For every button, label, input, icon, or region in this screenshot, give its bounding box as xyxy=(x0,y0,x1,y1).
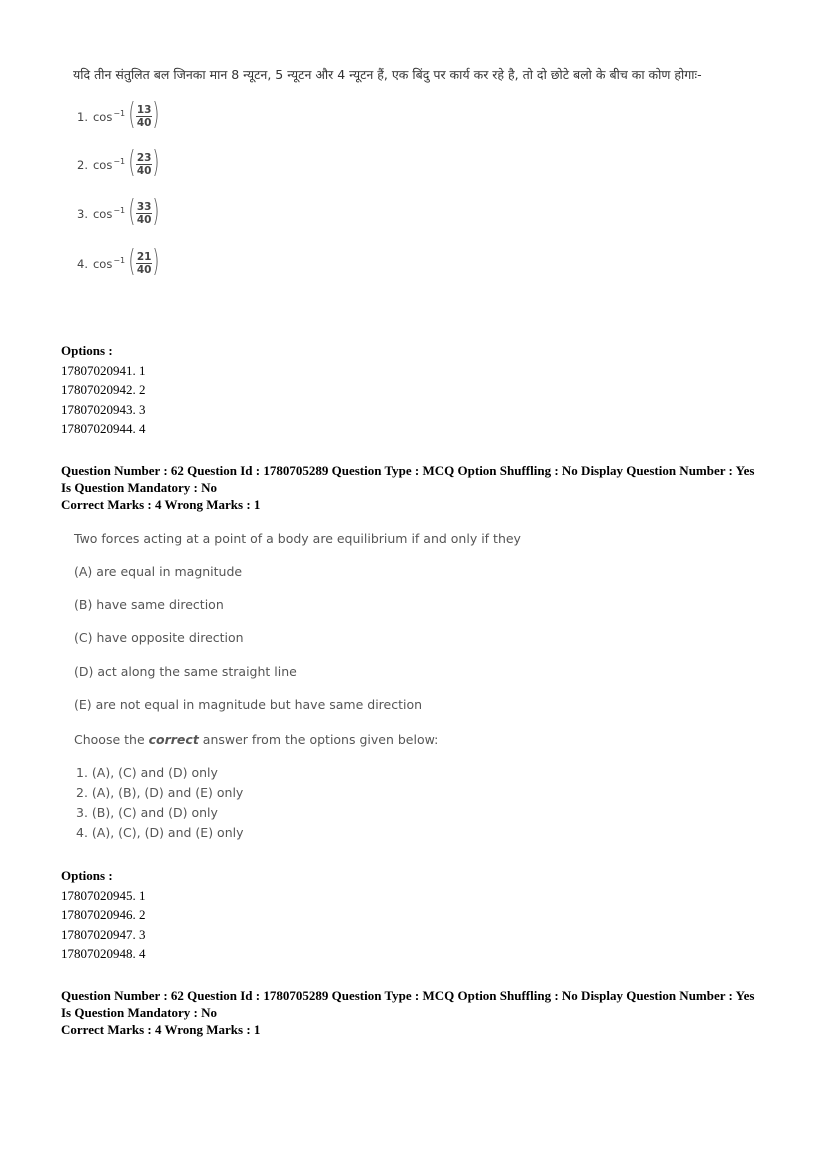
fraction-denominator: 40 xyxy=(136,117,152,129)
fraction-numerator: 13 xyxy=(136,104,152,116)
math-superscript: −1 xyxy=(113,108,126,118)
fraction-denominator: 40 xyxy=(136,165,152,177)
math-option-2 xyxy=(77,145,162,185)
math-function: cos xyxy=(92,158,113,172)
math-option-number: 2. xyxy=(77,158,88,172)
math-option-4 xyxy=(77,244,162,284)
math-superscript: −1 xyxy=(113,156,126,166)
math-option-number: 1. xyxy=(77,110,88,124)
fraction xyxy=(136,202,153,226)
fraction-denominator: 40 xyxy=(136,264,152,276)
math-option-1 xyxy=(77,97,162,137)
option-id-item: 17807020947. 3 xyxy=(61,926,146,942)
fraction xyxy=(136,105,153,129)
option-id-item: 17807020945. 1 xyxy=(61,887,146,903)
fraction-numerator: 23 xyxy=(136,152,152,164)
option-id-item: 17807020941. 1 xyxy=(61,362,146,378)
hindi-question-text: यदि तीन संतुलित बल जिनका मान 8 न्यूटन, 5 न्यूटन और 4 न्यूटन हैं, एक बिंदु पर कार्य कर रहे है, तो दो छोटे बलो के बीच का कोण होगाः- xyxy=(73,67,702,82)
question-meta-line: Question Number : 62 Question Id : 1780705289 Question Type : MCQ Option Shuffling : No Display Question Number : Yes xyxy=(61,988,755,1003)
statement-d: (D) act along the same straight line xyxy=(74,664,297,679)
statement-a: (A) are equal in magnitude xyxy=(74,564,243,579)
option-id-item: 17807020948. 4 xyxy=(61,946,146,961)
options-heading: Options : xyxy=(61,343,113,358)
right-paren: ) xyxy=(152,145,160,180)
math-superscript: −1 xyxy=(113,205,126,215)
left-paren: ( xyxy=(128,194,136,229)
math-function: cos xyxy=(92,207,113,221)
option-id-item: 17807020944. 4 xyxy=(61,421,146,436)
statement-b: (B) have same direction xyxy=(74,597,224,612)
options-block-1 xyxy=(61,341,146,439)
math-superscript: −1 xyxy=(113,255,126,265)
left-paren: ( xyxy=(128,97,136,132)
marks-line: Correct Marks : 4 Wrong Marks : 1 xyxy=(61,497,261,512)
fraction-numerator: 33 xyxy=(136,201,152,213)
left-paren: ( xyxy=(128,145,136,180)
answer-choices xyxy=(76,763,244,843)
instruction-line xyxy=(74,732,438,747)
right-paren: ) xyxy=(152,244,160,279)
option-id-item: 17807020946. 2 xyxy=(61,907,146,922)
options-block-2 xyxy=(61,866,146,964)
math-option-3 xyxy=(77,194,162,234)
question-meta-1 xyxy=(61,462,791,513)
left-paren: ( xyxy=(128,244,136,279)
question-meta-2 xyxy=(61,987,791,1038)
fraction-numerator: 21 xyxy=(136,251,152,263)
question-meta-line: Question Number : 62 Question Id : 1780705289 Question Type : MCQ Option Shuffling : No Display Question Number : Yes xyxy=(61,463,755,478)
answer-choice: 2. (A), (B), (D) and (E) only xyxy=(76,785,244,800)
math-function: cos xyxy=(92,257,113,271)
fraction xyxy=(136,252,153,276)
right-paren: ) xyxy=(152,194,160,229)
math-option-number: 3. xyxy=(77,207,88,221)
statement-e: (E) are not equal in magnitude but have same direction xyxy=(74,697,423,712)
instruction-pre: Choose the xyxy=(74,732,149,747)
option-id-item: 17807020943. 3 xyxy=(61,401,146,417)
fraction xyxy=(136,153,153,177)
question-meta-line: Is Question Mandatory : No xyxy=(61,1005,218,1020)
option-id-item: 17807020942. 2 xyxy=(61,382,146,397)
instruction-post: answer from the options given below: xyxy=(198,732,439,747)
fraction-denominator: 40 xyxy=(136,214,152,226)
answer-choice: 1. (A), (C) and (D) only xyxy=(76,765,218,780)
options-heading: Options : xyxy=(61,868,113,883)
answer-choice: 3. (B), (C) and (D) only xyxy=(76,805,218,820)
math-function: cos xyxy=(92,110,113,124)
answer-choice: 4. (A), (C), (D) and (E) only xyxy=(76,825,244,840)
instruction-emphasis: correct xyxy=(148,732,199,747)
question-meta-line: Is Question Mandatory : No xyxy=(61,480,218,495)
right-paren: ) xyxy=(152,97,160,132)
english-question-stem: Two forces acting at a point of a body are equilibrium if and only if they xyxy=(74,531,521,546)
marks-line: Correct Marks : 4 Wrong Marks : 1 xyxy=(61,1022,261,1037)
math-option-number: 4. xyxy=(77,257,88,271)
statement-c: (C) have opposite direction xyxy=(74,630,244,645)
